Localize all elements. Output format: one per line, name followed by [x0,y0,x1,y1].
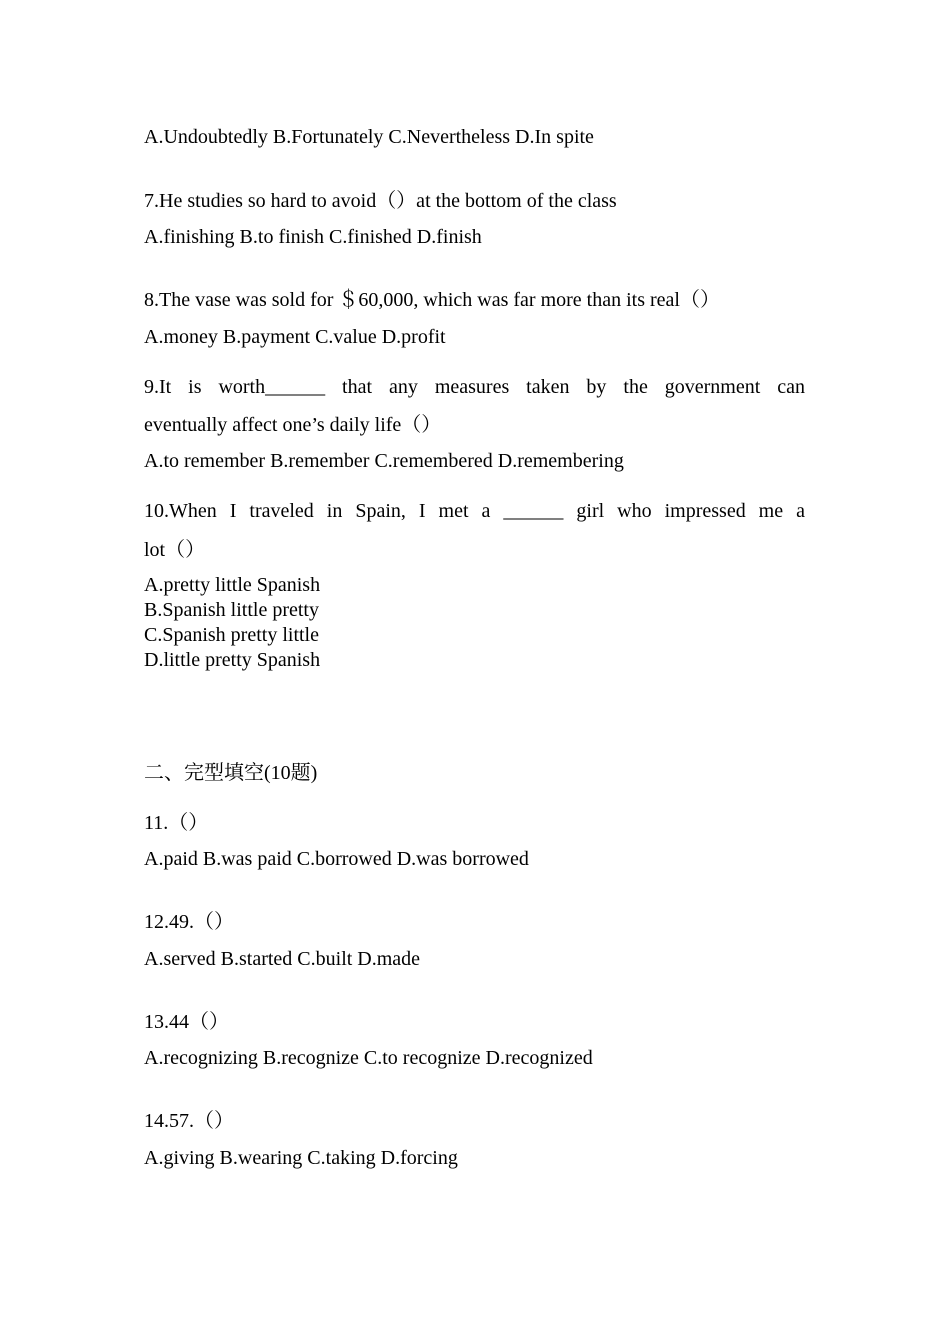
question-8-options: A.money B.payment C.value D.profit [144,326,446,348]
section-2-heading: 二、完型填空(10题) [144,762,318,784]
question-11-options: A.paid B.was paid C.borrowed D.was borrowed [144,848,529,870]
question-9-stem-line-1: 9.It is worth______ that any measures taken by the government can [144,376,805,398]
question-12-options: A.served B.started C.built D.made [144,948,421,970]
question-9-stem-line-2: eventually affect one’s daily life（） [144,414,442,436]
question-13-stem: 13.44（） [144,1011,229,1033]
question-6-options: A.Undoubtedly B.Fortunately C.Nevertheless D.In spite [144,126,594,148]
question-10-option-d: D.little pretty Spanish [144,649,321,671]
question-10-option-a: A.pretty little Spanish [144,574,321,596]
question-11-stem: 11.（） [144,812,209,834]
question-7-stem: 7.He studies so hard to avoid（）at the bottom of the class [144,190,617,212]
question-10-option-b: B.Spanish little pretty [144,599,319,621]
question-7-options: A.finishing B.to finish C.finished D.finish [144,226,482,248]
question-10-stem-line-2: lot（） [144,539,206,561]
question-10-option-c: C.Spanish pretty little [144,624,319,646]
question-9-options: A.to remember B.remember C.remembered D.remembering [144,450,624,472]
question-8-stem: 8.The vase was sold for ＄60,000, which was far more than its real（） [144,289,720,311]
question-13-options: A.recognizing B.recognize C.to recognize D.recognized [144,1047,593,1069]
question-14-stem: 14.57.（） [144,1110,234,1132]
question-10-stem-line-1: 10.When I traveled in Spain, I met a ______ girl who impressed me a [144,500,805,522]
question-12-stem: 12.49.（） [144,911,234,933]
question-14-options: A.giving B.wearing C.taking D.forcing [144,1147,458,1169]
